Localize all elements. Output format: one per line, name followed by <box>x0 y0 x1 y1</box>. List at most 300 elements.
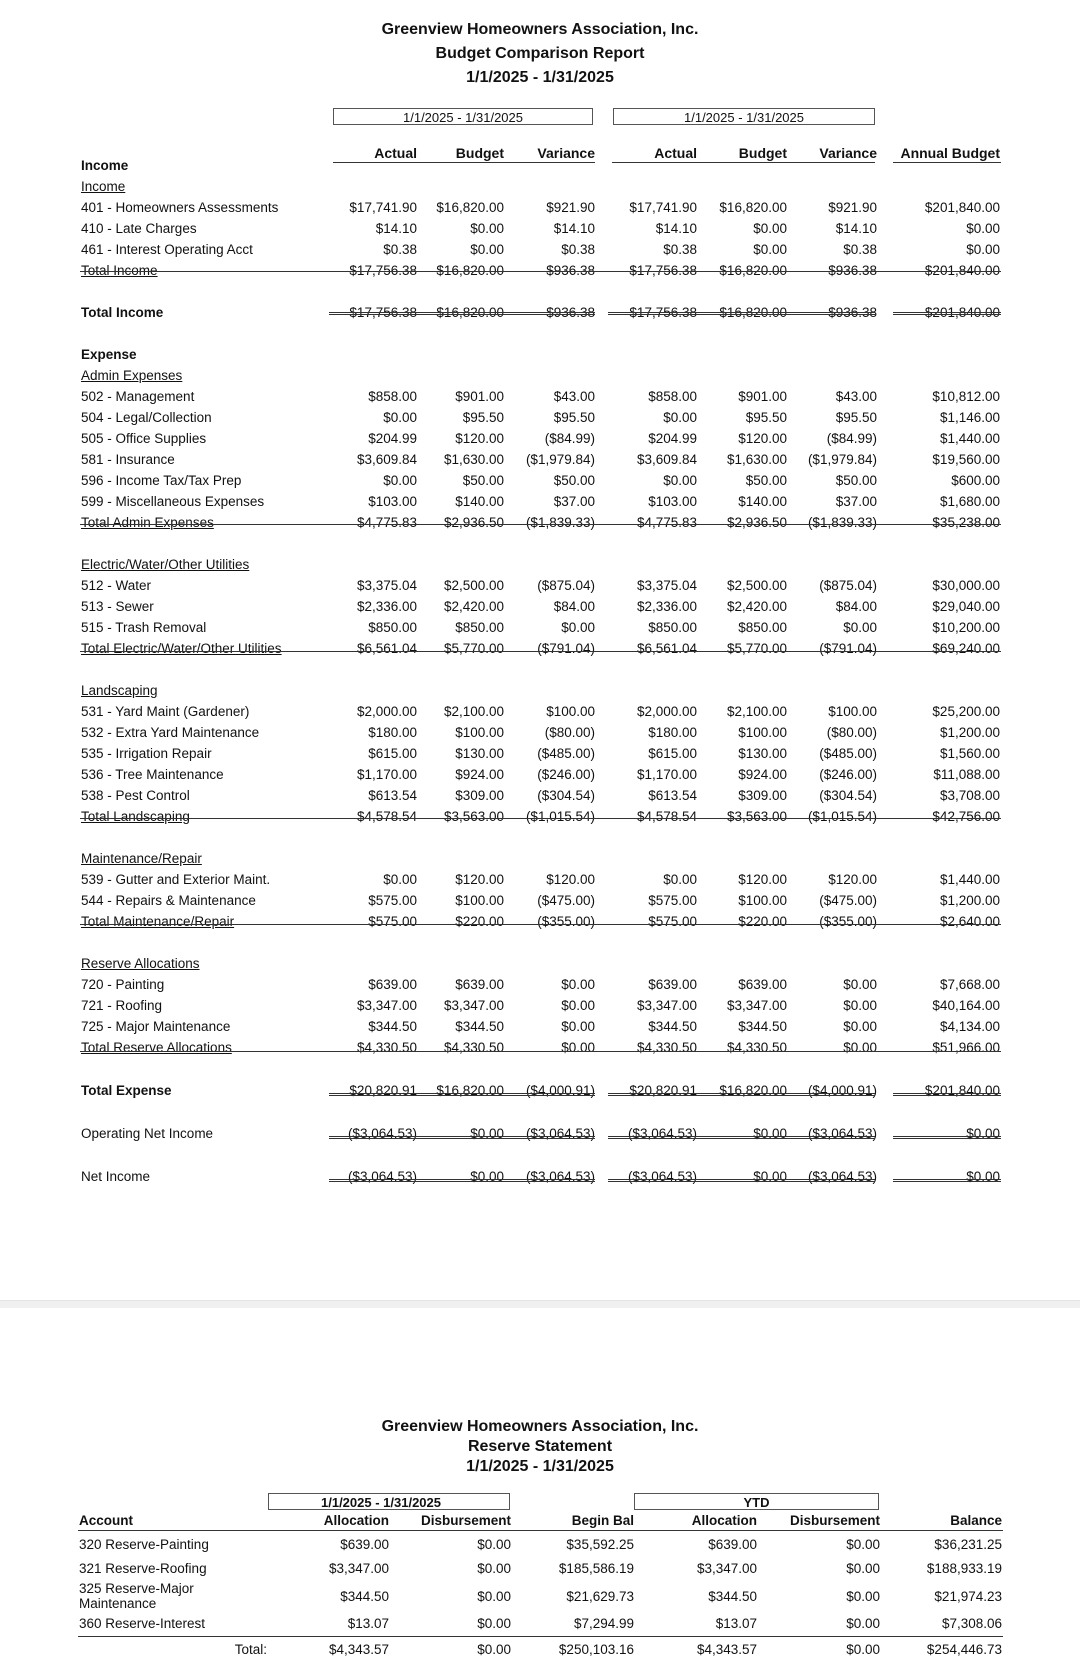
row-value: $309.00 <box>738 788 787 803</box>
rule-total-expense-annual <box>893 1093 1001 1096</box>
row-value: $936.38 <box>828 263 877 278</box>
row-value: $95.50 <box>835 410 877 425</box>
row-value: $2,000.00 <box>636 704 697 719</box>
cell-ytd-allocation: $344.50 <box>708 1589 757 1604</box>
row-value: $1,440.00 <box>939 872 1000 887</box>
row-label: Maintenance/Repair <box>81 851 202 866</box>
row-label: 515 - Trash Removal <box>81 620 207 635</box>
row-value: $4,578.54 <box>356 809 417 824</box>
row-value: ($304.54) <box>537 788 595 803</box>
row-value: $0.38 <box>663 242 697 257</box>
total-begin-bal: $250,103.16 <box>558 1642 634 1657</box>
row-value: $201,840.00 <box>924 200 1000 215</box>
row-value: $0.00 <box>470 1126 504 1141</box>
row-label: Landscaping <box>81 683 158 698</box>
report-row <box>0 701 1080 722</box>
row-value: $42,756.00 <box>932 809 1000 824</box>
row-value: $201,840.00 <box>924 1083 1000 1098</box>
row-value: $1,200.00 <box>939 893 1000 908</box>
section-heading <box>0 680 1080 701</box>
total-label: Total: <box>234 1642 267 1657</box>
report-row <box>0 596 1080 617</box>
row-value: $0.00 <box>470 221 504 236</box>
report-row <box>0 743 1080 764</box>
row-value: $201,840.00 <box>924 305 1000 320</box>
row-value: $4,330.50 <box>726 1040 787 1055</box>
report-row <box>0 1037 1080 1058</box>
row-value: $309.00 <box>455 788 504 803</box>
cell-begin-bal: $185,586.19 <box>558 1561 634 1576</box>
row-value: $1,170.00 <box>356 767 417 782</box>
rule-income-subtotal <box>80 271 1001 272</box>
row-value: $1,146.00 <box>939 410 1000 425</box>
cell-allocation: $344.50 <box>340 1589 389 1604</box>
row-value: $130.00 <box>455 746 504 761</box>
total-ytd-disbursement: $0.00 <box>846 1642 880 1657</box>
row-value: $50.00 <box>745 473 787 488</box>
report-row <box>0 617 1080 638</box>
report-row <box>0 995 1080 1016</box>
row-value: $130.00 <box>738 746 787 761</box>
rule-maintenance-subtotal <box>80 924 1001 925</box>
cell-ytd-allocation: $13.07 <box>715 1616 757 1631</box>
row-value: $95.50 <box>745 410 787 425</box>
row-value: $17,741.90 <box>629 200 697 215</box>
row-value: $100.00 <box>455 893 504 908</box>
cell-ytd-allocation: $3,347.00 <box>696 1561 757 1576</box>
report-row <box>0 575 1080 596</box>
row-value: ($485.00) <box>537 746 595 761</box>
row-value: $95.50 <box>462 410 504 425</box>
row-value: $20,820.91 <box>349 1083 417 1098</box>
row-label: Net Income <box>81 1169 151 1184</box>
row-value: ($355.00) <box>537 914 595 929</box>
row-label: 720 - Painting <box>81 977 165 992</box>
cell-begin-bal: $7,294.99 <box>573 1616 634 1631</box>
row-value: $0.00 <box>383 410 417 425</box>
row-value: $4,578.54 <box>636 809 697 824</box>
row-value: ($791.04) <box>819 641 877 656</box>
row-label: Operating Net Income <box>81 1126 214 1141</box>
row-value: ($1,015.54) <box>807 809 877 824</box>
row-value: $3,708.00 <box>939 788 1000 803</box>
row-value: $16,820.00 <box>719 305 787 320</box>
row-label: 461 - Interest Operating Acct <box>81 242 253 257</box>
row-value: $17,756.38 <box>349 263 417 278</box>
row-value: ($3,064.53) <box>807 1126 877 1141</box>
report-row <box>0 449 1080 470</box>
period-box-ytd: 1/1/2025 - 1/31/2025 <box>613 108 875 125</box>
row-value: $0.00 <box>470 1169 504 1184</box>
row-value: $936.38 <box>546 305 595 320</box>
row-value: $0.00 <box>753 1169 787 1184</box>
rule-net-income-annual <box>893 1179 1001 1182</box>
reserve-org-name: Greenview Homeowners Association, Inc. <box>381 1418 699 1435</box>
row-value: $2,640.00 <box>939 914 1000 929</box>
col-header-budget-ytd: Budget <box>738 145 787 161</box>
row-value: $103.00 <box>368 494 417 509</box>
row-value: $120.00 <box>455 431 504 446</box>
row-value: $615.00 <box>368 746 417 761</box>
row-value: $924.00 <box>455 767 504 782</box>
row-value: $20,820.91 <box>629 1083 697 1098</box>
row-value: $3,347.00 <box>636 998 697 1013</box>
row-value: $120.00 <box>455 872 504 887</box>
table-row <box>0 1581 1080 1613</box>
report-row <box>0 911 1080 932</box>
row-value: $0.00 <box>843 1040 877 1055</box>
row-value: ($3,064.53) <box>627 1169 697 1184</box>
row-label: Total Reserve Allocations <box>81 1040 232 1055</box>
row-value: ($1,015.54) <box>525 809 595 824</box>
row-value: $17,756.38 <box>349 305 417 320</box>
row-value: $4,775.83 <box>636 515 697 530</box>
row-value: $575.00 <box>648 893 697 908</box>
row-value: ($3,064.53) <box>807 1169 877 1184</box>
report-row <box>0 470 1080 491</box>
col-header-variance-ytd: Variance <box>819 145 877 161</box>
total-allocation: $4,343.57 <box>328 1642 389 1657</box>
row-value: $901.00 <box>455 389 504 404</box>
row-value: $100.00 <box>546 704 595 719</box>
rule-utilities-subtotal <box>80 651 1001 652</box>
row-value: $120.00 <box>738 431 787 446</box>
row-label: Total Landscaping <box>81 809 190 824</box>
hdr-ytd-allocation: Allocation <box>691 1513 757 1528</box>
row-value: $2,936.50 <box>726 515 787 530</box>
row-value: ($3,064.53) <box>525 1126 595 1141</box>
row-value: $14.10 <box>375 221 417 236</box>
row-value: $850.00 <box>738 620 787 635</box>
row-value: $95.50 <box>553 410 595 425</box>
row-value: $50.00 <box>462 473 504 488</box>
row-label: 535 - Irrigation Repair <box>81 746 212 761</box>
report-period: 1/1/2025 - 1/31/2025 <box>466 69 614 86</box>
hdr-account: Account <box>79 1513 133 1528</box>
rule-operating-net-ytd <box>608 1136 875 1139</box>
row-label: Total Electric/Water/Other Utilities <box>81 641 282 656</box>
row-value: $84.00 <box>835 599 877 614</box>
cell-balance: $7,308.06 <box>941 1616 1002 1631</box>
row-value: $921.90 <box>828 200 877 215</box>
col-header-annual-budget: Annual Budget <box>900 145 1000 161</box>
row-value: $344.50 <box>455 1019 504 1034</box>
row-label: 512 - Water <box>81 578 152 593</box>
report-row <box>0 974 1080 995</box>
row-value: $103.00 <box>648 494 697 509</box>
col-header-actual: Actual <box>374 145 417 161</box>
row-value: $2,100.00 <box>726 704 787 719</box>
row-value: $613.54 <box>648 788 697 803</box>
row-label: Expense <box>81 347 137 362</box>
row-value: $37.00 <box>553 494 595 509</box>
hdr-ytd-disbursement: Disbursement <box>789 1513 880 1528</box>
row-value: ($791.04) <box>537 641 595 656</box>
row-value: ($1,979.84) <box>525 452 595 467</box>
row-value: $3,609.84 <box>636 452 697 467</box>
row-value: $639.00 <box>648 977 697 992</box>
reserve-total-rule <box>78 1636 1003 1637</box>
row-value: $3,347.00 <box>443 998 504 1013</box>
row-value: $0.00 <box>470 242 504 257</box>
row-value: ($4,000.91) <box>807 1083 877 1098</box>
row-value: ($3,064.53) <box>627 1126 697 1141</box>
row-value: ($80.00) <box>544 725 595 740</box>
row-value: $639.00 <box>738 977 787 992</box>
row-value: $25,200.00 <box>932 704 1000 719</box>
row-label: 401 - Homeowners Assessments <box>81 200 279 215</box>
row-value: $3,347.00 <box>726 998 787 1013</box>
row-value: ($84.99) <box>544 431 595 446</box>
row-value: $0.00 <box>561 1019 595 1034</box>
row-value: ($3,064.53) <box>347 1169 417 1184</box>
cell-disbursement: $0.00 <box>477 1589 511 1604</box>
section-heading <box>0 344 1080 365</box>
rule-total-expense-ytd <box>608 1093 875 1096</box>
report-row <box>0 869 1080 890</box>
row-value: $0.00 <box>753 1126 787 1141</box>
row-value: ($875.04) <box>537 578 595 593</box>
row-value: $120.00 <box>546 872 595 887</box>
row-value: ($3,064.53) <box>525 1169 595 1184</box>
row-label: Income <box>81 158 129 173</box>
row-value: ($3,064.53) <box>347 1126 417 1141</box>
col-header-actual-ytd: Actual <box>654 145 697 161</box>
report-row <box>0 764 1080 785</box>
row-value: $10,200.00 <box>932 620 1000 635</box>
cell-allocation: $3,347.00 <box>328 1561 389 1576</box>
row-value: $29,040.00 <box>932 599 1000 614</box>
row-value: $14.10 <box>655 221 697 236</box>
row-value: $100.00 <box>828 704 877 719</box>
col-header-variance: Variance <box>537 145 595 161</box>
section-heading <box>0 848 1080 869</box>
report-row <box>0 890 1080 911</box>
cell-disbursement: $0.00 <box>477 1561 511 1576</box>
rule-operating-net-annual <box>893 1136 1001 1139</box>
row-value: $14.10 <box>835 221 877 236</box>
row-value: $0.00 <box>966 1126 1000 1141</box>
row-value: $2,420.00 <box>443 599 504 614</box>
row-value: ($246.00) <box>537 767 595 782</box>
report-row <box>0 512 1080 533</box>
hdr-begin-bal: Begin Bal <box>571 1513 634 1528</box>
row-value: $1,170.00 <box>636 767 697 782</box>
row-value: $0.00 <box>383 872 417 887</box>
row-value: $220.00 <box>738 914 787 929</box>
row-value: $50.00 <box>835 473 877 488</box>
row-value: $16,820.00 <box>436 263 504 278</box>
row-label: Total Income <box>81 263 158 278</box>
table-row <box>0 1557 1080 1581</box>
row-value: $3,563.00 <box>443 809 504 824</box>
report-row <box>0 386 1080 407</box>
row-value: $16,820.00 <box>719 1083 787 1098</box>
row-value: $6,561.04 <box>636 641 697 656</box>
hdr-balance: Balance <box>950 1513 1002 1528</box>
row-value: $40,164.00 <box>932 998 1000 1013</box>
row-label: 725 - Major Maintenance <box>81 1019 231 1034</box>
row-value: $180.00 <box>648 725 697 740</box>
row-label: Total Admin Expenses <box>81 515 214 530</box>
row-value: $1,680.00 <box>939 494 1000 509</box>
row-value: $850.00 <box>368 620 417 635</box>
row-value: $16,820.00 <box>719 200 787 215</box>
row-value: $600.00 <box>951 473 1000 488</box>
row-value: $204.99 <box>648 431 697 446</box>
row-value: $2,500.00 <box>443 578 504 593</box>
reserve-account: 320 Reserve-Painting <box>79 1537 209 1552</box>
row-value: $1,560.00 <box>939 746 1000 761</box>
cell-balance: $188,933.19 <box>926 1561 1002 1576</box>
row-value: ($1,839.33) <box>807 515 877 530</box>
row-value: $0.00 <box>753 242 787 257</box>
total-ytd-allocation: $4,343.57 <box>696 1642 757 1657</box>
row-value: $3,375.04 <box>636 578 697 593</box>
cell-allocation: $639.00 <box>340 1537 389 1552</box>
total-disbursement: $0.00 <box>477 1642 511 1657</box>
report-row <box>0 1123 1080 1144</box>
row-value: $17,756.38 <box>629 305 697 320</box>
row-value: $30,000.00 <box>932 578 1000 593</box>
report-header <box>0 18 1080 90</box>
row-value: $204.99 <box>368 431 417 446</box>
period-box-current: 1/1/2025 - 1/31/2025 <box>333 108 593 125</box>
row-value: $344.50 <box>648 1019 697 1034</box>
row-value: $3,347.00 <box>356 998 417 1013</box>
row-value: $924.00 <box>738 767 787 782</box>
row-value: $4,775.83 <box>356 515 417 530</box>
rule-total-expense-current <box>329 1093 595 1096</box>
row-value: $850.00 <box>455 620 504 635</box>
rule-operating-net-current <box>329 1136 595 1139</box>
row-value: $0.00 <box>966 1169 1000 1184</box>
row-value: $100.00 <box>738 893 787 908</box>
cell-disbursement: $0.00 <box>477 1616 511 1631</box>
row-value: $2,420.00 <box>726 599 787 614</box>
row-label: Total Maintenance/Repair <box>81 914 235 929</box>
row-value: $344.50 <box>738 1019 787 1034</box>
row-value: $14.10 <box>553 221 595 236</box>
row-value: $0.38 <box>843 242 877 257</box>
reserve-header-rule <box>78 1530 1003 1531</box>
row-value: $16,820.00 <box>719 263 787 278</box>
report-row <box>0 218 1080 239</box>
reserve-period-box: 1/1/2025 - 1/31/2025 <box>268 1493 510 1510</box>
row-value: $575.00 <box>368 914 417 929</box>
col-header-budget: Budget <box>455 145 504 161</box>
row-value: $10,812.00 <box>932 389 1000 404</box>
cell-ytd-allocation: $639.00 <box>708 1537 757 1552</box>
row-value: ($304.54) <box>819 788 877 803</box>
row-value: $120.00 <box>738 872 787 887</box>
row-value: $5,770.00 <box>443 641 504 656</box>
rule-landscaping-subtotal <box>80 818 1001 819</box>
cell-ytd-disbursement: $0.00 <box>846 1561 880 1576</box>
row-value: ($4,000.91) <box>525 1083 595 1098</box>
row-value: $201,840.00 <box>924 263 1000 278</box>
reserve-total-row <box>0 1638 1080 1662</box>
report-row <box>0 1166 1080 1187</box>
row-label: 536 - Tree Maintenance <box>81 767 224 782</box>
row-value: $2,000.00 <box>356 704 417 719</box>
cell-ytd-disbursement: $0.00 <box>846 1537 880 1552</box>
row-value: ($84.99) <box>826 431 877 446</box>
row-value: $3,375.04 <box>356 578 417 593</box>
row-value: $0.00 <box>663 473 697 488</box>
row-value: $16,820.00 <box>436 200 504 215</box>
row-value: ($1,979.84) <box>807 452 877 467</box>
cell-ytd-disbursement: $0.00 <box>846 1589 880 1604</box>
row-value: $140.00 <box>738 494 787 509</box>
row-value: $575.00 <box>648 914 697 929</box>
row-label: 539 - Gutter and Exterior Maint. <box>81 872 271 887</box>
row-value: $1,630.00 <box>443 452 504 467</box>
row-value: $0.38 <box>383 242 417 257</box>
row-value: $69,240.00 <box>932 641 1000 656</box>
row-label: 544 - Repairs & Maintenance <box>81 893 256 908</box>
row-value: $1,440.00 <box>939 431 1000 446</box>
report-row <box>0 491 1080 512</box>
row-value: $1,630.00 <box>726 452 787 467</box>
report-row <box>0 638 1080 659</box>
table-row <box>0 1613 1080 1635</box>
row-label: Electric/Water/Other Utilities <box>81 557 250 572</box>
reserve-title: Reserve Statement <box>467 1438 613 1455</box>
row-value: $4,330.50 <box>443 1040 504 1055</box>
row-value: $4,330.50 <box>356 1040 417 1055</box>
row-value: ($80.00) <box>826 725 877 740</box>
row-value: $0.00 <box>561 977 595 992</box>
row-label: Total Expense <box>81 1083 172 1098</box>
total-balance: $254,446.73 <box>926 1642 1002 1657</box>
row-value: $19,560.00 <box>932 452 1000 467</box>
row-value: $2,336.00 <box>356 599 417 614</box>
row-value: $84.00 <box>553 599 595 614</box>
row-value: $0.00 <box>663 410 697 425</box>
row-value: $100.00 <box>738 725 787 740</box>
row-value: $344.50 <box>368 1019 417 1034</box>
table-row <box>0 1533 1080 1557</box>
rule-total-income-current <box>329 312 595 315</box>
report-row <box>0 1016 1080 1037</box>
row-value: $4,134.00 <box>939 1019 1000 1034</box>
row-value: $0.00 <box>966 221 1000 236</box>
row-value: $0.38 <box>561 242 595 257</box>
reserve-statement-page <box>0 1308 1080 1669</box>
row-value: $921.90 <box>546 200 595 215</box>
row-value: $3,609.84 <box>356 452 417 467</box>
reserve-header-row <box>0 1512 1080 1530</box>
row-value: $16,820.00 <box>436 305 504 320</box>
row-value: $0.00 <box>843 977 877 992</box>
reserve-account: 325 Reserve-Major Maintenance <box>79 1581 194 1611</box>
row-value: $575.00 <box>368 893 417 908</box>
row-value: $51,966.00 <box>932 1040 1000 1055</box>
row-value: $0.00 <box>561 1040 595 1055</box>
row-value: ($246.00) <box>819 767 877 782</box>
row-value: $615.00 <box>648 746 697 761</box>
row-value: $3,563.00 <box>726 809 787 824</box>
row-value: $2,336.00 <box>636 599 697 614</box>
report-row <box>0 407 1080 428</box>
rule-total-income-annual <box>893 312 1001 315</box>
row-value: ($1,839.33) <box>525 515 595 530</box>
row-label: 531 - Yard Maint (Gardener) <box>81 704 250 719</box>
row-value: $0.00 <box>843 620 877 635</box>
row-label: Total Income <box>81 305 164 320</box>
row-value: $2,500.00 <box>726 578 787 593</box>
